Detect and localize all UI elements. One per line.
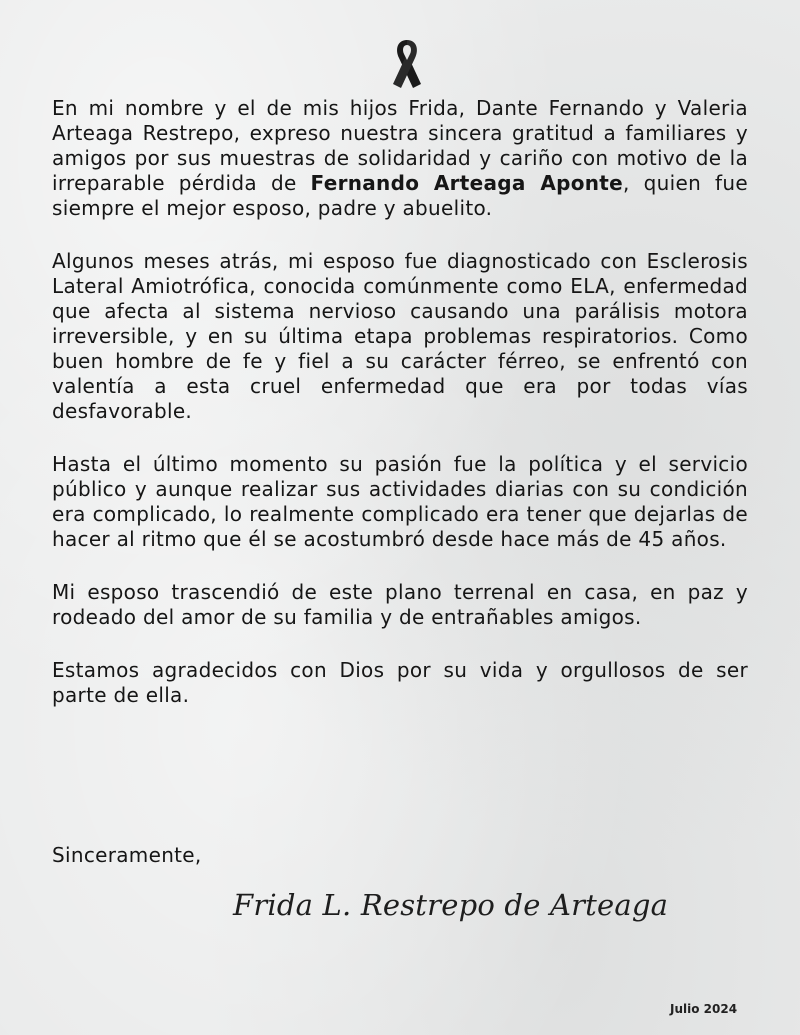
mourning-ribbon-icon [383, 36, 431, 96]
gratitude-text-start: En mi nombre y el de mis hijos Frida, Dante Fernando y Valeria Arteaga Restrepo, expreso nuestra sincera gratitud a familiares y amigos por sus muestras de solidaridad y cariño con motivo de la irreparable pérdida de [52, 96, 748, 195]
letter-body [52, 96, 748, 736]
paragraph-public-service: Hasta el último momento su pasión fue la política y el servicio público y aunque realizar sus actividades diarias con su condición era complicado, lo realmente complicado era tener que dejarlas de hacer al ritmo que él se acostumbró desde hace más de 45 años. [52, 452, 748, 551]
date-label: Julio 2024 [670, 1002, 738, 1016]
paragraph-diagnosis: Algunos meses atrás, mi esposo fue diagnosticado con Esclerosis Lateral Amiotrófica, conocida comúnmente como ELA, enfermedad que afecta al sistema nervioso causando una parálisis motora irreversible, y en su última etapa problemas respiratorios. Como buen hombre de fe y fiel a su carácter férreo, se enfrentó con valentía a esta cruel enfermedad que era por todas vías desfavorable. [52, 249, 748, 423]
gratitude-text-end: , quien fue siempre el mejor esposo, padre y abuelito. [52, 171, 748, 220]
closing-text: Sinceramente, [52, 843, 202, 867]
paragraph-gratitude [52, 96, 748, 221]
paragraph-passing: Mi esposo trascendió de este plano terrenal en casa, en paz y rodeado del amor de su familia y de entrañables amigos. [52, 580, 748, 629]
signature: Frida L. Restrepo de Arteaga [233, 888, 669, 922]
paragraph-thanks: Estamos agradecidos con Dios por su vida y orgullosos de ser parte de ella. [52, 658, 748, 707]
deceased-name: Fernando Arteaga Aponte [310, 171, 624, 195]
